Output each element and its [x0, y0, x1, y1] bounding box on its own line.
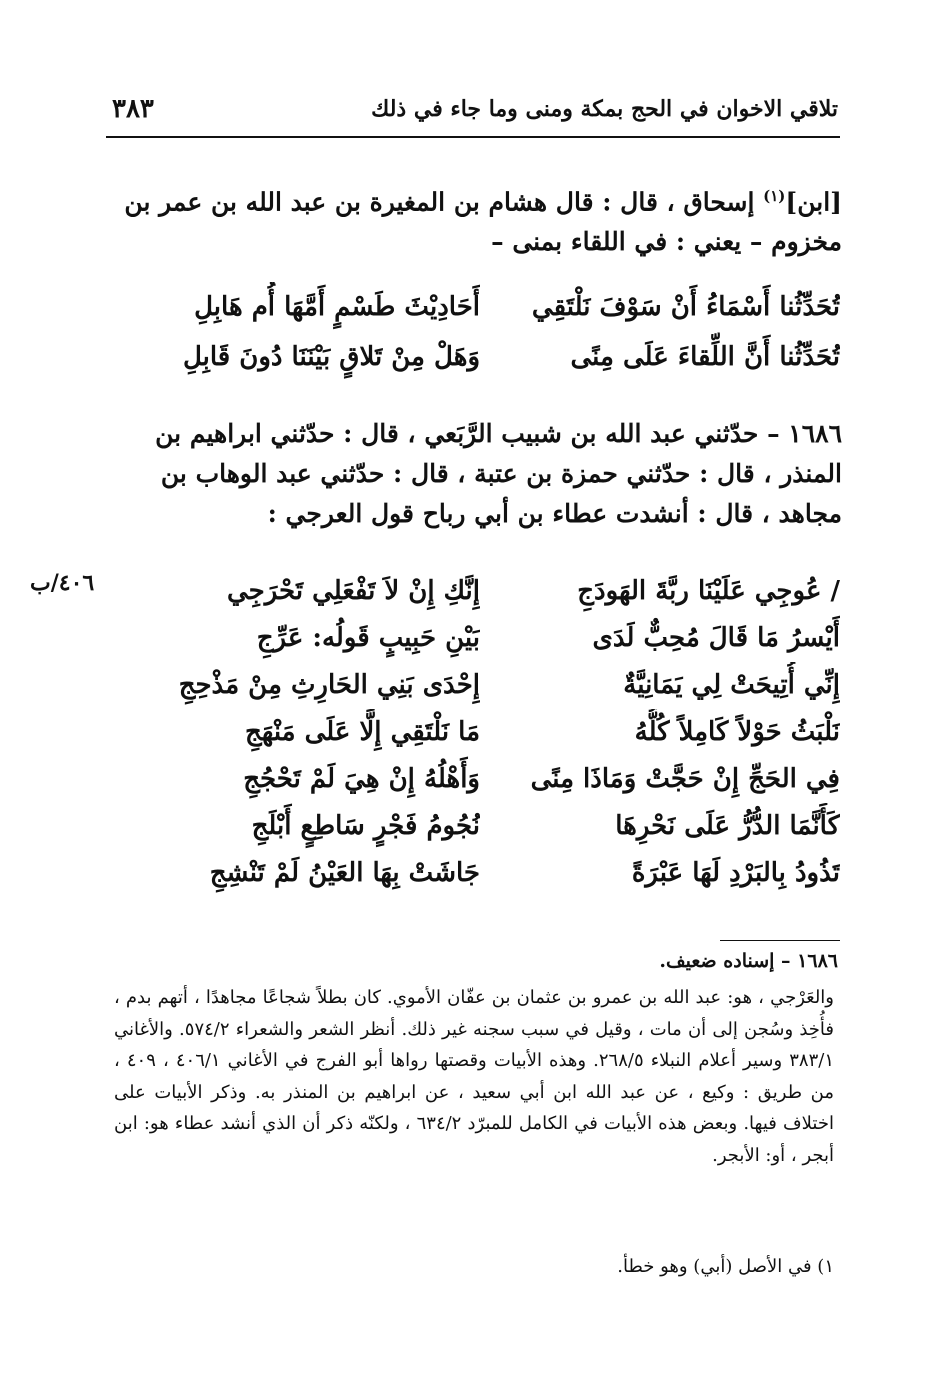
verse-line	[160, 568, 840, 615]
verse-line	[160, 282, 840, 332]
note-body: والعَرْجي ، هو: عبد الله بن عمرو بن عثمان بن عفّان الأموي. كان بطلاً شجاعًا مجاهدًا ، أتهم بدم ، فأُخِذ وسُجن إلى أن مات ، وقيل في سبب سجنه غير ذلك. أنظر الشعر والشعراء ٥٧٤/٢. والأغاني ٣٨٣/١ وسير أعلام النبلاء ٢٦٨/٥. وهذه الأبيات وقصتها رواها أبو الفرج في الأغاني ٤٠٦/١ ، ٤٠٩ ، من طريق : وكيع ، عن عبد الله ابن أبي سعيد ، عن ابراهيم بن المنذر به. وذكر الأبيات على اختلاف فيها. وبعض هذه الأبيات في الكامل للمبرّد ٦٣٤/٢ ، ولكنّه ذكر أن الذي أنشد عطاء هو: ابن أبجر ، أو: الأبجر.	[114, 987, 834, 1166]
running-header-title: تلاقي الاخوان في الحج بمكة ومنى وما جاء في ذلك	[371, 96, 838, 122]
page-number: ٣٨٣	[112, 94, 154, 124]
first-hemistich: كَأَنَّمَا الدُّرُّ عَلَى نَحْرِهَا	[615, 811, 840, 841]
note-heading: ١٦٨٦ – إسناده ضعيف.	[659, 950, 838, 972]
verse-line	[160, 332, 840, 382]
verse-line	[160, 709, 840, 756]
manuscript-folio-note: ٤٠٦/ب	[30, 570, 95, 596]
first-hemistich: نَلْبَثُ حَوْلاً كَامِلاً كُلُّهُ	[634, 717, 840, 747]
first-hemistich: / عُوجِي عَلَيْنَا ربَّةَ الهَودَجِ	[577, 576, 840, 606]
verse-line	[160, 756, 840, 803]
poem-1	[160, 282, 840, 382]
verse-line	[160, 662, 840, 709]
intro-paragraph	[112, 176, 842, 262]
second-hemistich: أَحَادِيْثَ طَسْمٍ أَمَّهَا أُم هَابِلِ	[194, 292, 480, 322]
hadith-paragraph-1686: ١٦٨٦ – حدّثني عبد الله بن شبيب الرَّبَعي ، قال : حدّثني ابراهيم بن المنذر ، قال : حدّثني حمزة بن عتبة ، قال : حدّثني عبد الوهاب بن مجاهد ، قال : أنشدت عطاء بن أبي رباح قول العرجي :	[155, 419, 842, 528]
second-hemistich: مَا نَلْتَقِي إِلَّا عَلَى مَنْهَجِ	[245, 717, 480, 747]
first-hemistich: تَذُودُ بِالبَرْدِ لَهَا عَبْرَةً	[631, 858, 840, 888]
header-rule	[106, 136, 840, 138]
second-hemistich: وَهَلْ مِنْ تَلاقٍ بَيْنَنَا دُونَ قَابِلِ	[182, 342, 480, 372]
bracketed-word: [ابن]	[785, 187, 842, 217]
intro-text: إسحاق ، قال : قال هشام بن المغيرة بن عبد الله بن عمر بن مخزوم – يعني : في اللقاء بمنى –	[124, 187, 842, 257]
footnote-1: ١) في الأصل (أبي) وهو خطأ.	[617, 1256, 834, 1277]
second-hemistich: إِنَّكِ إِنْ لاَ تَفْعَلِي تَحْرَجِي	[226, 576, 480, 606]
second-hemistich: نُجُومُ فَجْرٍ سَاطِعٍ أَبْلَجِ	[251, 811, 480, 841]
verse-line	[160, 850, 840, 897]
verse-line	[160, 615, 840, 662]
second-hemistich: إِحْدَى بَنِي الحَارِثِ مِنْ مَذْحِجِ	[178, 670, 480, 700]
verse-line	[160, 803, 840, 850]
first-hemistich: إِنِّي أُتِيحَتْ لِي يَمَانِيَّةٌ	[623, 670, 840, 700]
first-hemistich: أَيْسرُ مَا قَالَ مُحِبٌّ لَدَى	[592, 623, 840, 653]
second-hemistich: وَأَهْلُهُ إِنْ هِيَ لَمْ تَحْجُجِ	[243, 764, 480, 794]
poem-2	[160, 568, 840, 897]
second-hemistich: جَاشَتْ بِهَا العَيْنُ لَمْ تَنْشِجِ	[209, 858, 480, 888]
footnote-marker: (١)	[763, 187, 786, 205]
first-hemistich: تُحَدِّثُنا أَنَّ اللِّقاءَ عَلَى مِنًى	[570, 342, 840, 372]
second-hemistich: بَيْنِ حَبِيبٍ قَولُه: عَرِّجِ	[256, 623, 480, 653]
first-hemistich: فِي الحَجِّ إِنْ حَجَّتْ وَمَاذَا مِنًى	[530, 764, 840, 794]
first-hemistich: تُحَدِّثُنا أَسْمَاءُ أَنْ سَوْفَ نَلْتَقِي	[531, 292, 840, 322]
footnotes-separator	[720, 940, 840, 941]
